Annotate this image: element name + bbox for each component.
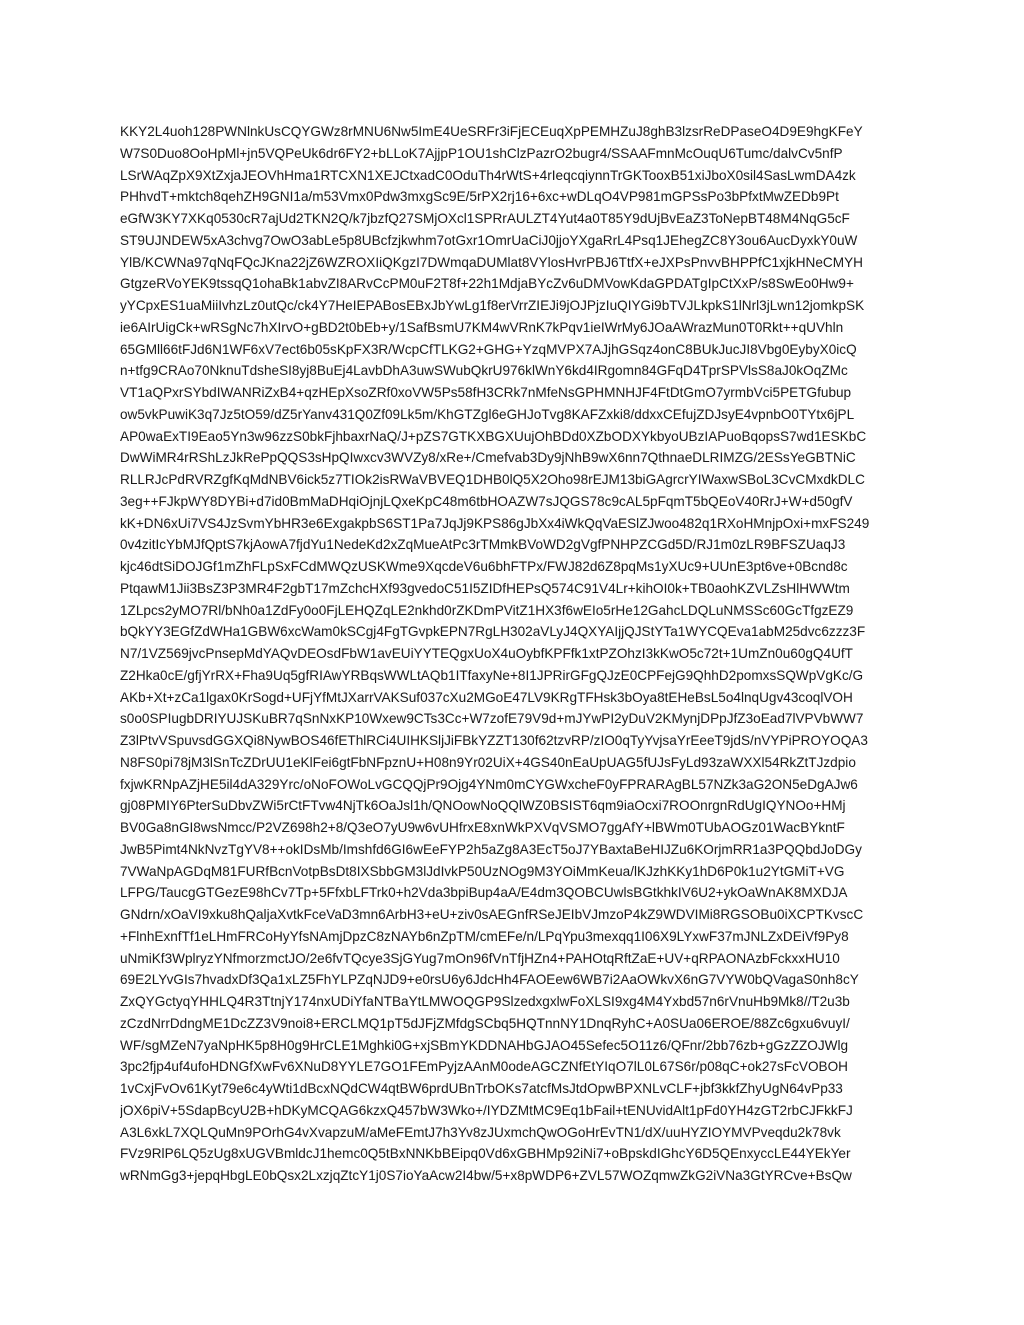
- text-line: n+tfg9CRAo70NknuTdsheSI8yj8BuEj4LavbDhA3uwSWubQkrU976klWnY6kd4IRgomn84GFqD4TprSPVlsS8aJ0kOqZMc: [120, 363, 848, 379]
- text-line: ow5vkPuwiK3q7Jz5tO59/dZ5rYanv431Q0Zf09Lk5m/KhGTZgl6eGHJoTvg8KAFZxki8/ddxxCEfujZDJsyE4vpnbO0TYtx6jPL: [120, 406, 855, 422]
- text-line: 1ZLpcs2yMO7Rl/bNh0a1ZdFy0o0FjLEHQZqLE2nkhd0rZKDmPVitZ1HX3f6wEIo5rHe12GahcLDQLuNMSSc60GcTfgzEZ9: [120, 602, 854, 618]
- text-line: A3L6xkL7XQLQuMn9POrhG4vXvapzuM/aMeFEmtJ7h3Yv8zJUxmchQwOGoHrEvTN1/dX/uuHYZIOYMVPveqdu2k78vk: [120, 1124, 841, 1140]
- text-line: gj08PMIY6PterSuDbvZWi5rCtFTvw4NjTk6OaJsl1h/QNOowNoQQlWZ0BSIST6qm9iaOcxi7ROOnrgnRdUgIQYNOo+HMj: [120, 798, 846, 814]
- text-line: PtqawM1Jii3BsZ3P3MR4F2gbT17mZchcHXf93gvedoC51I5ZIDfHEPsQ574C91V4Lr+kihOI0k+TB0aohKZVLZsHlHWWtm: [120, 580, 850, 596]
- text-line: +FlnhExnfTf1eLHmFRCoHyYfsNAmjDpzC8zNAYb6nZpTM/cmEFe/n/LPqYpu3mexqq1I06X9LYxwF37mJNLZxDEiVf9Py8: [120, 928, 849, 944]
- text-line: 3eg++FJkpWY8DYBi+d7id0BmMaDHqiOjnjLQxeKpC48m6tbHOAZW7sJQGS78c9cAL5pFqmT5bQEoV40RrJ+W+d50gfV: [120, 493, 853, 509]
- text-line: s0o0SPIugbDRIYUJSKuBR7qSnNxKP10Wxew9CTs3Cc+W7zofE79V9d+mJYwPI2yDuV2KMynjDPpJfZ3oEad7lVPVbWW7: [120, 711, 864, 727]
- text-line: RLLRJcPdRVRZgfKqMdNBV6ick5z7TIOk2isRWaVBVEQ1DHB0lQ5X2Oho98rEJM13biGAgrcrYIWaxwSBoL3CvCMxdkDLC: [120, 472, 865, 487]
- text-line: FVz9RlP6LQ5zUg8xUGVBmldcJ1hemc0Q5tBxNNKbBEipq0Vd6xGBHMp92iNi7+oBpskdIGhcY6D5QEnxyccLE44YEkYer: [120, 1146, 851, 1162]
- text-line: YlB/KCWNa97qNqFQcJKna22jZ6WZROXIiQKgzI7DWmqaDUMlat8VYlosHvrPBJ6TtfX+eJXPsPnvvBHPPfC1xjkHNeCMYH: [120, 254, 863, 270]
- text-line: Z3lPtvVSpuvsdGGXQi8NywBOS46fEThlRCi4UIHKSljJiFBkYZZT130f62tzvRP/zIO0qTyYvjsaYrEeeT9jdS/nVYPiPROYOQA3: [120, 733, 868, 748]
- text-line: N8FS0pi78jM3lSnTcZDrUU1eKlFei6gtFbNFpznU+H08n9Yr02UiX+4GS40nEaUpUAG5fUJsFyLd93zaWXXl54RkZtTJzdpio: [120, 754, 856, 770]
- text-line: DwWiMR4rRShLzJkRePpQQS3sHpQIwxcv3WVZy8/xRe+/Cmefvab3Dy9jNhB9wX6nn7QthnaeDLRIMZG/2ESsYeGBTNiC: [120, 450, 856, 466]
- text-line: ie6AIrUigCk+wRSgNc7hXIrvO+gBD2t0bEb+y/1SafBsmU7KM4wVRnK7kPqv1ieIWrMy6JOaAWrazMun0T0Rkt++qUVhln: [120, 319, 844, 335]
- text-line: VT1aQPxrSYbdIWANRiZxB4+qzHEpXsoZRf0xoVW5Ps58fH3CRk7nMfeNsGPHMNHJF4FtDtGmO7yrmbVci5PETGfubup: [120, 385, 852, 400]
- text-line: uNmiKf3WplryzYNfmorzmctJO/2e6fvTQcye3SjGYug7mOn96fVnTfjHZn4+PAHOtqRftZaE+UV+qRPAONAzbFckxxHU10: [120, 950, 840, 966]
- text-line: KKY2L4uoh128PWNlnkUsCQYGWz8rMNU6Nw5ImE4UeSRFr3iFjECEuqXpPEMHZuJ8ghB3lzsrReDPaseO4D9E9hgKFeY: [120, 124, 863, 139]
- text-line: bQkYY3EGfZdWHa1GBW6xcWam0kSCgj4FgTGvpkEPN7RgLH302aVLyJ4QXYAIjjQJStYTa1WYCQEva1abM25dvc6zzz3F: [120, 624, 866, 640]
- text-line: fxjwKRNpAZjHE5il4dA329Yrc/oNoFOWoLvGCQQjPr9Ojg4YNm0mCYGWxcheF0yFPRARAgBL57NZk3aG2ON5eDgAJw6: [120, 776, 858, 792]
- text-line: yYCpxES1uaMiiIvhzLz0utQc/ck4Y7HeIEPABosEBxJbYwLg1f8erVrrZIEJi9jOJPjzIuQIYGi9bTVJLkpkS1lNrl3jLwn12jomkpSK: [120, 298, 865, 313]
- text-line: wRNmGg3+jepqHbgLE0bQsx2LxzjqZtcY1j0S7ioYaAcw2I4bw/5+x8pWDP6+ZVL57WOZqmwZkG2iVNa3GtYRCve+BsQw: [120, 1168, 852, 1183]
- text-line: zCzdNrrDdngME1DcZZ3V9noi8+ERCLMQ1pT5dJFjZMfdgSCbq5HQTnnNY1DnqRyhC+A0SUa06EROE/88Zc6gxu6vuyI/: [120, 1015, 850, 1031]
- text-line: 3pc2fjp4uf4ufoHDNGfXwFv6XNuD8YYLE7GO1FEmPyjzAAnM0odeAGCZNfEtYIqO7lL0L67S6r/p08qC+ok27sFcVOBOH: [120, 1059, 848, 1075]
- text-line: N7/1VZ569jvcPnsepMdYAQvDEOsdFbW1avEUiYYTEQgxUoX4uOybfKPFfk1xtPZOhzI3kKwO5c72t+1UmZn0u60gQ4UfT: [120, 646, 853, 661]
- text-line: ZxQYGctyqYHHLQ4R3TtnjY174nxUDiYfaNTBaYtLMWOQGP9SlzedxgxlwFoXLSI9xg4M4Yxbd57n6rVnuHb9Mk8//T2u3b: [120, 994, 850, 1009]
- text-line: GNdrn/xOaVI9xku8hQaljaXvtkFceVaD3mn6ArbH3+eU+ziv0sAEGnfRSeJEIbVJmzoP4kZ9WDVIMi8RGSOBu0iXCPTKvscC: [120, 907, 864, 922]
- text-line: AKb+Xt+zCa1lgax0KrSogd+UFjYfMtJXarrVAKSuf037cXu2MGoE47LV9KRgTFHsk3bOya8tEHeBsL5o4lnqUgv43coqlVOH: [120, 689, 853, 705]
- encoded-text-block: [120, 121, 910, 1187]
- text-line: ST9UJNDEW5xA3chvg7OwO3abLe5p8UBcfzjkwhm7otGxr1OmrUaCiJ0jjoYXgaRrL4Psq1JEhegZC8Y3ou6AucDyxkY0uW: [120, 232, 858, 248]
- text-line: W7S0Duo8OoHpMl+jn5VQPeUk6dr6FY2+bLLoK7AjjpP1OU1shClzPazrO2bugr4/SSAAFmnMcOuqU6Tumc/dalvCv5nfP: [120, 145, 843, 161]
- text-line: 69E2LYvGIs7hvadxDf3Qa1xLZ5FhYLPZqNJD9+e0rsU6y6JdcHh4FAOEew6WB7i2AaOWkvX6nG7VYW0bQVagaS0nh8cY: [120, 972, 859, 988]
- text-line: kjc46dtSiDOJGf1mZhFLpSxFCdMWQzUSKWme9XqcdeV6u6bhFTPx/FWJ82d6Z8pqMs1yXUc9+UUnE3pt6ve+0Bcnd8c: [120, 559, 848, 574]
- text-line: JwB5Pimt4NkNvzTgYV8++okIDsMb/Imshfd6GI6wEeFYP2h5aZg8A3EcT5oJ7YBaxtaBeHIJZu6KOrjmRR1a3PQQbdJoDGy: [120, 841, 862, 857]
- text-line: 1vCxjFvOv61Kyt79e6c4yWti1dBcxNQdCW4qtBW6prdUBnTrbOKs7atcfMsJtdOpwBPXNLvCLF+jbf3kkfZhyUgN64vPp33: [120, 1081, 843, 1096]
- text-line: Z2Hka0cE/gfjYrRX+Fha9Uq5gfRIAwYRBqsWWLtAQb1ITfaxyNe+8I1JPRirGFgQJzE0CPFejG9QhhD2pomxsSQWpVgKc/G: [120, 667, 864, 683]
- text-line: BV0Ga8nGI8wsNmcc/P2VZ698h2+8/Q3eO7yU9w6vUHfrxE8xnWkPXVqVSMO7ggAfY+lBWm0TUbAOGz01WacBYkntF: [120, 820, 845, 835]
- text-line: 7VWaNpAGDqM81FURfBcnVotpBsDt8IXSbbGM3lJdIvkP50UzNOg9M3YOiMmKeua/lKJzhKKy1hD6P0k1u2YtGMiT+VG: [120, 863, 845, 879]
- text-line: eGfW3KY7XKq0530cR7ajUd2TKN2Q/k7jbzfQ27SMjOXcl1SPRrAULZT4Yut4a0T85Y9dUjBvEaZ3ToNepBT48M4NqG5cF: [120, 211, 850, 226]
- text-line: LSrWAqZpX9XtZxjaJEOVhHma1RTCXN1XEJCtxadC0OduTh4rWtS+4rIeqcqiynnTrGKTooxB51xiJboX0sil4SasLwmDA4zk: [120, 167, 856, 183]
- text-line: GtgzeRVoYEK9tssqQ1ohaBk1abvZI8ARvCcPM0uF2T8f+22h1MdjaBYcZv6uDMVowKdaGPDATgIpCtXxP/s8SwEo0Hw9+: [120, 276, 854, 292]
- text-line: AP0waExTI9Eao5Yn3w96zzS0bkFjhbaxrNaQ/J+pZS7GTKXBGXUujOhBDd0XZbODXYkbyoUBzIAPuoBqopsS7wd1ESKbC: [120, 428, 867, 444]
- text-line: LFPG/TaucgGTGezE98hCv7Tp+5FfxbLFTrk0+h2Vda3bpiBup4aA/E4dm3QOBCUwlsBGtkhkIV6U2+ykOaWnAK8MXDJA: [120, 885, 848, 901]
- text-line: 65GMll66tFJd6N1WF6xV7ect6b05sKpFX3R/WcpCfTLKG2+GHG+YzqMVPX7AJjhGSqz4onC8BUkJucJI8Vbg0EybyX0icQ: [120, 341, 857, 357]
- text-line: 0v4zitIcYbMJfQptS7kjAowA7fjdYu1NedeKd2xZqMueAtPc3rTMmkBVoWD2gVgfPNHPZCGd5D/RJ1m0zLR9BFSZUaqJ3: [120, 537, 846, 553]
- text-line: WF/sgMZeN7yaNpHK5p8H0g9HrCLE1Mghki0G+xjSBmYKDDNAHbGJAO45Sefec5O11z6/QFnr/2bb76zb+gGzZZOJWlg: [120, 1037, 849, 1053]
- text-line: kK+DN6xUi7VS4JzSvmYbHR3e6ExgakpbS6ST1Pa7JqJj9KPS86gJbXx4iWkQqVaESlZJwoo482q1RXoHMnjpOxi+mxFS249: [120, 515, 870, 531]
- text-line: jOX6piV+5SdapBcyU2B+hDKyMCQAG6kzxQ457bW3Wko+/IYDZMtMC9Eq1bFail+tENUvidAlt1pFd0YH4zGT2rbCJFkkFJ: [120, 1102, 853, 1118]
- text-line: PHhvdT+mktch8qehZH9GNI1a/m53Vmx0Pdw3mxgSc9E/5rPX2rj16+6xc+wDLqO4VP981mGPSsPo3bPfxtMwZEDb9Pt: [120, 189, 839, 205]
